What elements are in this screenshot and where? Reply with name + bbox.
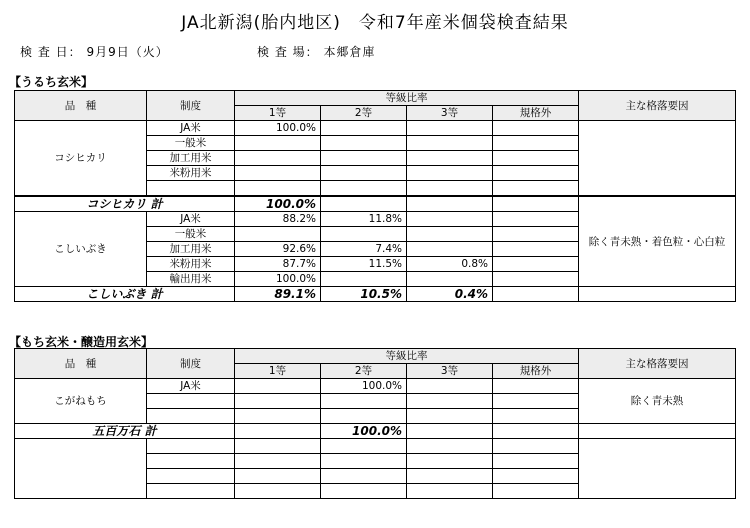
system-cell	[147, 469, 235, 484]
total-out	[493, 424, 579, 439]
header-g1: 1等	[235, 106, 321, 121]
total-g2: 10.5%	[321, 287, 407, 302]
g2-cell	[321, 136, 407, 151]
g1-cell	[235, 454, 321, 469]
system-cell: JA米	[147, 121, 235, 136]
g1-cell	[235, 484, 321, 499]
system-cell: 加工用米	[147, 242, 235, 257]
system-cell	[147, 454, 235, 469]
system-cell: 米粉用米	[147, 166, 235, 181]
total-g1: 100.0%	[235, 196, 321, 212]
g1-cell: 88.2%	[235, 212, 321, 227]
header-out: 規格外	[493, 106, 579, 121]
g2-cell	[321, 439, 407, 454]
system-cell: 輸出用米	[147, 272, 235, 287]
section-title-uruchi: 【うるち玄米】	[9, 75, 94, 89]
total-row	[15, 424, 736, 439]
out-cell	[493, 454, 579, 469]
g1-cell	[235, 227, 321, 242]
g2-cell	[321, 469, 407, 484]
table-row	[15, 379, 736, 394]
out-cell	[493, 257, 579, 272]
header-reason: 主な格落要因	[579, 91, 736, 121]
system-cell	[147, 181, 235, 197]
header-grade-ratio: 等級比率	[235, 91, 579, 106]
system-cell: JA米	[147, 379, 235, 394]
total-label: こしいぶき 計	[15, 287, 235, 302]
g3-cell	[407, 121, 493, 136]
header-grade-ratio: 等級比率	[235, 349, 579, 364]
mochi-table	[14, 348, 736, 499]
date-label: 検 査 日：	[20, 45, 82, 59]
g3-cell	[407, 242, 493, 257]
total-g3: 0.4%	[407, 287, 493, 302]
uruchi-table	[14, 90, 736, 302]
g3-cell	[407, 469, 493, 484]
out-cell	[493, 469, 579, 484]
inspection-place	[257, 43, 375, 60]
g1-cell: 92.6%	[235, 242, 321, 257]
reason-koshiibuki: 除く青未熟・着色粒・心白粒	[579, 196, 736, 287]
g3-cell	[407, 272, 493, 287]
system-cell: 米粉用米	[147, 257, 235, 272]
header-system: 制度	[147, 349, 235, 379]
total-g2: 100.0%	[321, 424, 407, 439]
total-out	[493, 196, 579, 212]
g2-cell	[321, 121, 407, 136]
table-row	[15, 121, 736, 136]
g2-cell	[321, 394, 407, 409]
total-g3	[407, 424, 493, 439]
system-cell	[147, 439, 235, 454]
g3-cell	[407, 439, 493, 454]
g2-cell	[321, 227, 407, 242]
g3-cell	[407, 379, 493, 394]
out-cell	[493, 212, 579, 227]
header-reason: 主な格落要因	[579, 349, 736, 379]
total-row	[15, 287, 736, 302]
system-cell	[147, 409, 235, 424]
total-label: 五百万石 計	[15, 424, 235, 439]
variety-empty	[15, 439, 147, 499]
g3-cell	[407, 212, 493, 227]
out-cell	[493, 227, 579, 242]
g1-cell: 100.0%	[235, 121, 321, 136]
out-cell	[493, 394, 579, 409]
header-g2: 2等	[321, 364, 407, 379]
out-cell	[493, 242, 579, 257]
system-cell	[147, 484, 235, 499]
g2-cell	[321, 272, 407, 287]
header-g1: 1等	[235, 364, 321, 379]
out-cell	[493, 272, 579, 287]
header-g2: 2等	[321, 106, 407, 121]
header-g3: 3等	[407, 106, 493, 121]
g1-cell	[235, 379, 321, 394]
variety-koganemochi: こがねもち	[15, 379, 147, 424]
header-variety: 品 種	[15, 91, 147, 121]
header-system: 制度	[147, 91, 235, 121]
g2-cell	[321, 454, 407, 469]
g2-cell: 7.4%	[321, 242, 407, 257]
header-variety: 品 種	[15, 349, 147, 379]
g3-cell	[407, 151, 493, 166]
g2-cell	[321, 166, 407, 181]
date-value: 9月9日（火）	[86, 45, 169, 59]
g1-cell	[235, 409, 321, 424]
g3-cell	[407, 227, 493, 242]
total-g2	[321, 196, 407, 212]
reason-empty	[579, 439, 736, 499]
system-cell: JA米	[147, 212, 235, 227]
g3-cell	[407, 394, 493, 409]
g3-cell	[407, 181, 493, 197]
system-cell: 加工用米	[147, 151, 235, 166]
g3-cell	[407, 136, 493, 151]
g1-cell	[235, 136, 321, 151]
g2-cell: 100.0%	[321, 379, 407, 394]
total-label: コシヒカリ 計	[15, 196, 235, 212]
system-cell: 一般米	[147, 136, 235, 151]
out-cell	[493, 484, 579, 499]
reason-empty	[579, 287, 736, 302]
section-title-mochi: 【もち玄米・醸造用玄米】	[9, 335, 154, 349]
out-cell	[493, 166, 579, 181]
place-value: 本郷倉庫	[323, 45, 376, 59]
total-g1	[235, 424, 321, 439]
header-out: 規格外	[493, 364, 579, 379]
g2-cell: 11.8%	[321, 212, 407, 227]
g1-cell	[235, 394, 321, 409]
reason-empty	[579, 424, 736, 439]
g3-cell	[407, 166, 493, 181]
out-cell	[493, 151, 579, 166]
system-cell: 一般米	[147, 227, 235, 242]
g1-cell	[235, 181, 321, 197]
system-cell	[147, 394, 235, 409]
g2-cell	[321, 151, 407, 166]
inspection-date	[20, 43, 169, 60]
g1-cell	[235, 439, 321, 454]
g2-cell	[321, 409, 407, 424]
g1-cell	[235, 151, 321, 166]
table-row	[15, 439, 736, 454]
variety-koshiibuki: こしいぶき	[15, 212, 147, 287]
out-cell	[493, 181, 579, 197]
reason-koshihikari	[579, 121, 736, 197]
total-out	[493, 287, 579, 302]
out-cell	[493, 379, 579, 394]
total-row	[15, 196, 736, 212]
g2-cell	[321, 181, 407, 197]
page-title: JA北新潟(胎内地区) 令和7年産米個袋検査結果	[181, 13, 569, 33]
header-row	[15, 91, 736, 106]
g3-cell	[407, 484, 493, 499]
g3-cell: 0.8%	[407, 257, 493, 272]
out-cell	[493, 121, 579, 136]
place-label: 検 査 場：	[257, 45, 319, 59]
variety-koshihikari: コシヒカリ	[15, 121, 147, 197]
out-cell	[493, 136, 579, 151]
reason-koganemochi: 除く青未熟	[579, 379, 736, 424]
header-g3: 3等	[407, 364, 493, 379]
out-cell	[493, 439, 579, 454]
out-cell	[493, 409, 579, 424]
total-g1: 89.1%	[235, 287, 321, 302]
g3-cell	[407, 409, 493, 424]
g2-cell	[321, 484, 407, 499]
g1-cell	[235, 166, 321, 181]
g1-cell: 100.0%	[235, 272, 321, 287]
header-row	[15, 349, 736, 364]
g1-cell: 87.7%	[235, 257, 321, 272]
total-g3	[407, 196, 493, 212]
g3-cell	[407, 454, 493, 469]
g1-cell	[235, 469, 321, 484]
g2-cell: 11.5%	[321, 257, 407, 272]
